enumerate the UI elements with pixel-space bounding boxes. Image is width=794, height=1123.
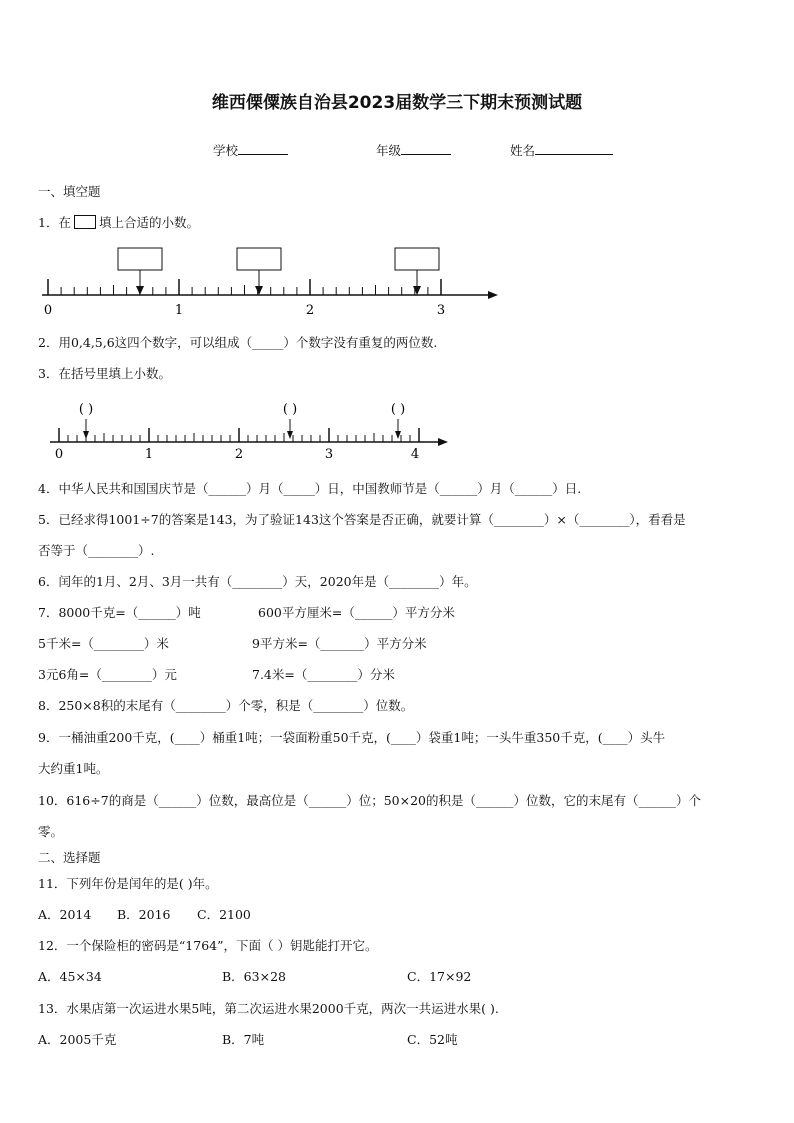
question-3: 3．在括号里填上小数。 [38, 366, 171, 381]
grade-blank[interactable] [401, 142, 451, 155]
q11-option-a[interactable]: A．2014 [38, 907, 92, 922]
question-7-row-1-right: 600平方厘米=（______）平方分米 [258, 605, 455, 620]
question-10-line-2: 零。 [38, 824, 64, 839]
question-9-line-2: 大约重1吨。 [38, 761, 109, 776]
question-12: 12．一个保险柜的密码是“1764”，下面（ ）钥匙能打开它。 [38, 938, 378, 953]
page-title: 维西傈僳族自治县2023届数学三下期末预测试题 [211, 93, 583, 113]
number-line-q1-ticks [48, 279, 441, 295]
grade-label: 年级 [376, 143, 402, 158]
q1-tick-label-1: 1 [174, 303, 184, 318]
question-7-row-2-left: 5千米=（________）米 [38, 636, 169, 651]
q12-option-b[interactable]: B．63×28 [222, 969, 286, 984]
q3-tick-label-3: 3 [324, 447, 334, 462]
q12-option-a[interactable]: A．45×34 [38, 969, 102, 984]
q3-pointer-3 [395, 419, 401, 439]
school-field[interactable] [213, 141, 288, 159]
q13-option-b[interactable]: B．7吨 [222, 1032, 265, 1047]
number-line-q1 [0, 240, 520, 320]
name-label: 姓名 [510, 143, 536, 158]
down-arrow-icon [413, 286, 421, 295]
answer-box-q1-2[interactable] [237, 248, 281, 295]
q1-tick-label-3: 3 [436, 303, 446, 318]
answer-box-q1-1[interactable] [118, 248, 162, 295]
number-line-q3-ticks [59, 428, 419, 442]
answer-box-icon [74, 215, 96, 229]
q13-option-a[interactable]: A．2005千克 [38, 1032, 117, 1047]
number-line-q1-axis [42, 291, 498, 299]
q3-tick-label-4: 4 [410, 447, 420, 462]
section-choice-heading: 二、选择题 [38, 850, 101, 865]
q3-paren-1[interactable]: ( ) [78, 402, 94, 417]
q11-option-b[interactable]: B．2016 [117, 907, 171, 922]
down-arrow-icon [287, 431, 293, 439]
number-line-q3 [0, 395, 470, 465]
down-arrow-icon [395, 431, 401, 439]
school-label: 学校 [213, 143, 239, 158]
question-7-row-3-left: 3元6角=（________）元 [38, 667, 177, 682]
arrow-icon [438, 438, 448, 446]
q11-option-c[interactable]: C．2100 [197, 907, 251, 922]
question-7-row-2-right: 9平方米=（_______）平方分米 [252, 636, 427, 651]
q3-tick-label-0: 0 [54, 447, 64, 462]
arrow-icon [488, 291, 498, 299]
question-11: 11．下列年份是闰年的是( )年。 [38, 876, 218, 891]
q3-paren-3[interactable]: ( ) [390, 402, 406, 417]
question-8: 8．250×8积的末尾有（________）个零，积是（________）位数。 [38, 698, 414, 713]
question-13: 13．水果店第一次运进水果5吨，第二次运进水果2000千克，两次一共运进水果( ). [38, 1001, 499, 1016]
question-9-line-1: 9．一桶油重200千克，(____）桶重1吨；一袋面粉重50千克，(____）袋重1吨；一头牛重350千克，(____）头牛 [38, 730, 666, 745]
section-fill-in-heading: 一、填空题 [38, 184, 101, 199]
q3-tick-label-2: 2 [234, 447, 244, 462]
question-10-line-1: 10．616÷7的商是（______）位数，最高位是（______）位；50×20的积是（______）位数，它的末尾有（______）个 [38, 793, 701, 808]
q1-tick-label-0: 0 [43, 303, 53, 318]
q12-option-c[interactable]: C．17×92 [407, 969, 472, 984]
question-5-line-1: 5．已经求得1001÷7的答案是143，为了验证143这个答案是否正确，就要计算（________）×（________），看看是 [38, 512, 686, 527]
down-arrow-icon [255, 286, 263, 295]
question-6: 6．闰年的1月、2月、3月一共有（________）天，2020年是（________）年。 [38, 574, 477, 589]
q3-paren-2[interactable]: ( ) [282, 402, 298, 417]
school-blank[interactable] [238, 142, 288, 155]
question-2: 2．用0,4,5,6这四个数字，可以组成（_____）个数字没有重复的两位数. [38, 335, 438, 350]
question-7-row-1-left: 7．8000千克=（______）吨 [38, 605, 201, 620]
q3-pointer-2 [287, 419, 293, 439]
question-1 [38, 213, 199, 231]
down-arrow-icon [136, 286, 144, 295]
number-line-q3-axis [50, 438, 448, 446]
name-field[interactable] [510, 141, 613, 159]
question-5-line-2: 否等于（________）. [38, 543, 155, 558]
q1-text-before: 1．在 [38, 215, 71, 230]
name-blank[interactable] [535, 142, 613, 155]
q1-text-after: 填上合适的小数。 [98, 215, 199, 230]
q1-tick-label-2: 2 [305, 303, 315, 318]
grade-field[interactable] [376, 141, 451, 159]
q13-option-c[interactable]: C．52吨 [407, 1032, 458, 1047]
question-4: 4．中华人民共和国国庆节是（______）月（_____）日，中国教师节是（______）月（______）日. [38, 481, 582, 496]
q3-tick-label-1: 1 [144, 447, 154, 462]
question-7-row-3-right: 7.4米=（________）分米 [252, 667, 395, 682]
